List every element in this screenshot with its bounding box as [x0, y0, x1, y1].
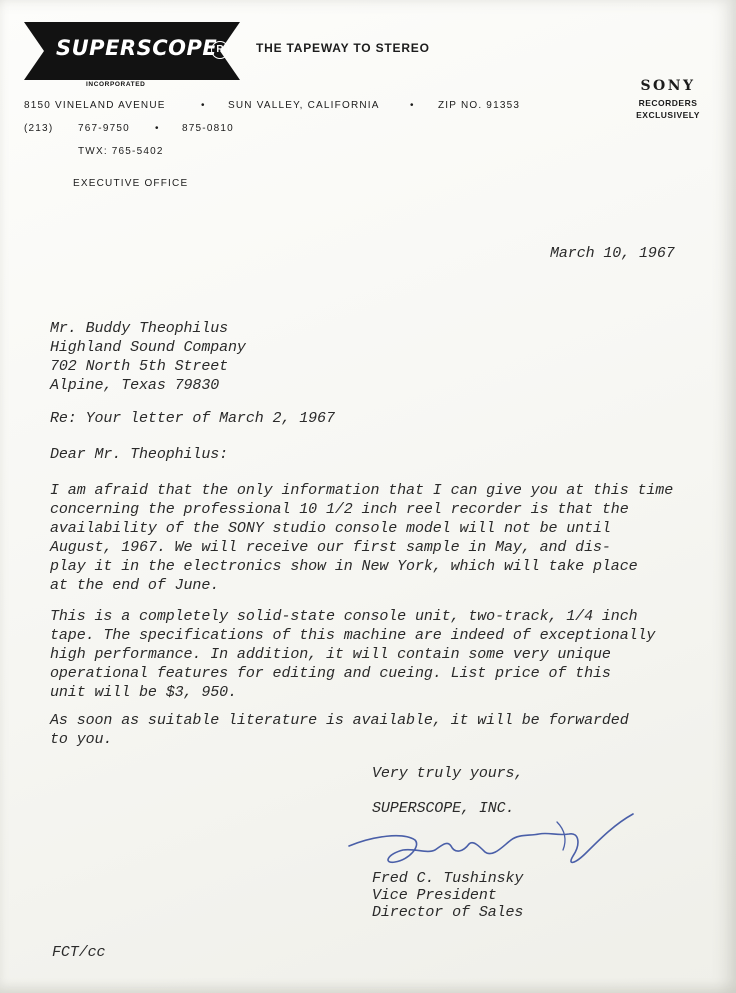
paragraph-2-line: tape. The specifications of this machine are indeed of exceptionally [50, 627, 656, 644]
sony-recorders-line: RECORDERS [638, 98, 698, 108]
paragraph-1-line: August, 1967. We will receive our first sample in May, and dis- [50, 539, 611, 556]
paragraph-3-line: to you. [50, 731, 113, 748]
recipient-street: 702 North 5th Street [50, 358, 229, 375]
recipient-city: Alpine, Texas 79830 [50, 377, 220, 394]
twx-number: TWX: 765-5402 [78, 146, 164, 157]
paragraph-3-line: As soon as suitable literature is available, it will be forwarded [50, 712, 629, 729]
recipient-name: Mr. Buddy Theophilus [50, 320, 229, 337]
paragraph-1-line: availability of the SONY studio console model will not be until [50, 520, 611, 537]
typist-initials: FCT/cc [52, 944, 106, 961]
address-zip: ZIP NO. 91353 [438, 100, 521, 111]
sony-exclusively-line: EXCLUSIVELY [636, 110, 700, 120]
bullet-separator: • [155, 123, 159, 134]
recipient-company: Highland Sound Company [50, 339, 246, 356]
reference-line: Re: Your letter of March 2, 1967 [50, 410, 335, 427]
bullet-separator: • [410, 100, 414, 111]
address-street: 8150 VINELAND AVENUE [24, 100, 166, 111]
phone-number-1: 767-9750 [78, 123, 130, 134]
sony-brand: SONY [640, 78, 696, 94]
phone-number-2: 875-0810 [182, 123, 234, 134]
paragraph-1-line: play it in the electronics show in New York, which will take place [50, 558, 638, 575]
paragraph-2-line: This is a completely solid-state console unit, two-track, 1/4 inch [50, 608, 638, 625]
registered-mark-icon: R [211, 41, 229, 59]
paragraph-2-line: high performance. In addition, it will contain some very unique [50, 646, 611, 663]
tagline: THE TAPEWAY TO STEREO [256, 41, 430, 55]
paragraph-2-line: unit will be $3, 950. [50, 684, 237, 701]
closing: Very truly yours, [372, 765, 524, 782]
signer-title: Vice President [372, 887, 497, 904]
paragraph-1-line: concerning the professional 10 1/2 inch reel recorder is that the [50, 501, 629, 518]
paragraph-1-line: I am afraid that the only information that I can give you at this time [50, 482, 674, 499]
address-city: SUN VALLEY, CALIFORNIA [228, 100, 380, 111]
paragraph-2-line: operational features for editing and cueing. List price of this [50, 665, 611, 682]
letter-date: March 10, 1967 [550, 245, 675, 262]
incorporated-label: INCORPORATED [86, 81, 146, 88]
signer-name: Fred C. Tushinsky [372, 870, 524, 887]
bullet-separator: • [201, 100, 205, 111]
signer-department: Director of Sales [372, 904, 524, 921]
signature-company: SUPERSCOPE, INC. [372, 800, 515, 817]
paragraph-1-line: at the end of June. [50, 577, 220, 594]
salutation: Dear Mr. Theophilus: [50, 446, 229, 463]
phone-area-code: (213) [24, 123, 54, 134]
company-logo-text: SUPERSCOPE [56, 36, 218, 60]
executive-office-label: EXECUTIVE OFFICE [73, 178, 189, 189]
